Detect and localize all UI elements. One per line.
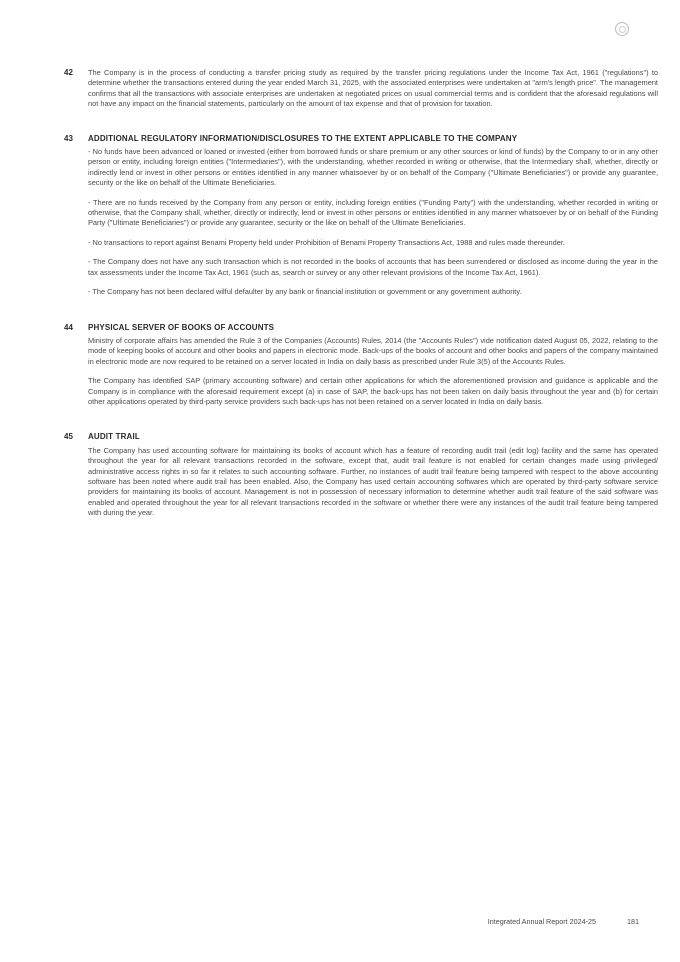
paragraph: - No transactions to report against Benami Property held under Prohibition of Benami Property Transactions Act, 1988 and rules made thereunder. xyxy=(88,237,565,247)
paragraph: Ministry of corporate affairs has amended the Rule 3 of the Companies (Accounts) Rules, 2014 (the "Accounts Rules") vide notification dated August 05, 2022, relating to the mode of keeping books of account and other books and papers in electronic mode. Back-ups of the books of account and other books and papers of the company maintained in electronic mode are now required to be retained on a server located in India on daily basis as prescribed under Rule 3(5) of the Accounts Rules. xyxy=(88,335,658,366)
note-43 xyxy=(64,134,658,307)
paragraph: The Company is in the process of conducting a transfer pricing study as required by the transfer pricing regulations under the Income Tax Act, 1961 ("regulations") to determine whether the transactions entered during the year ended March 31, 2025, with the associated enterprises were undertaken at "arm's length price". The management confirms that all the transactions with associate enterprises are undertaken at negotiated prices on usual commercial terms and is confident that the aforesaid regulations will not have any impact on the financial statements, particularly on the amount of tax expense and that of provision for taxation. xyxy=(88,68,658,109)
paragraph: - No funds have been advanced or loaned or invested (either from borrowed funds or share premium or any other sources or kind of funds) by the Company to or in any other person or entity, including foreign entities ("Intermediaries"), with the understanding, whether recorded in writing or otherwise, that the Intermediary shall, whether, directly or indirectly lend or invest in other persons or entities identified in any manner whatsoever by or on behalf of the Company ("Ultimate Beneficiaries") or provide any guarantee, security or the like on behalf of the Ultimate Beneficiaries. xyxy=(88,147,658,188)
note-44 xyxy=(64,323,658,417)
note-body xyxy=(88,323,658,417)
note-45 xyxy=(64,432,658,527)
note-number: 42 xyxy=(64,68,73,77)
note-heading: PHYSICAL SERVER OF BOOKS OF ACCOUNTS xyxy=(88,322,275,332)
paragraph: - The Company does not have any such transaction which is not recorded in the books of accounts that has been surrendered or disclosed as income during the year in the tax assessments under the Income Tax Act, 1961 (such as, search or survey or any other relevant provisions of the Income Tax Act, 1961). xyxy=(88,257,658,277)
note-body xyxy=(88,134,658,307)
paragraph: The Company has used accounting software for maintaining its books of account which has a feature of recording audit trail (edit log) facility and the same has operated throughout the year for all relevant transactions recorded in the software, except that, audit trail feature is not enabled for certain changes made using privileged/ administrative access rights in so far it relates to such accounting software. Further, no instances of audit trail feature being tampered with respect to the above accounting software has been noted where audit trail has been enabled. Also, the Company has used certain accounting softwares which are operated by third-party software service providers for maintaining its books of account. Management is not in possession of necessary information to determine whether audit trail feature of the said software was enabled and operated throughout the year for all relevant transactions recorded in the software or whether there were any instances of the audit trail feature being tampered with during the year. xyxy=(88,445,658,518)
note-number: 44 xyxy=(64,322,73,332)
company-logo-icon xyxy=(615,22,629,36)
note-number: 45 xyxy=(64,432,73,442)
footer-report-title: Integrated Annual Report 2024-25 xyxy=(487,917,596,926)
notes-content xyxy=(64,68,658,544)
paragraph: The Company has identified SAP (primary accounting software) and certain other applications for which the aforementioned provision and guidance is applicable and the Company is in compliance with the aforesaid requirement except (a) in case of SAP, the back-ups has not been taken on daily basis throughout the year and (b) for certain other applications operated by third-party service providers such back-ups has not been retained on a server located in India on daily basis. xyxy=(88,376,658,406)
note-heading: AUDIT TRAIL xyxy=(88,432,140,442)
page-number: 181 xyxy=(627,917,639,926)
paragraph: - There are no funds received by the Company from any person or entity, including foreign entities ("Funding Party") with the understanding, whether recorded in writing or otherwise, that the Company shall, whether, directly or indirectly, lend or invest in other persons or entities identified in any manner whatsoever by or on behalf of the Funding Party ("Ultimate Beneficiaries") or provide any guarantee, security or the like on behalf of the Ultimate Beneficiaries. xyxy=(88,197,658,228)
note-42 xyxy=(64,68,658,119)
note-heading: ADDITIONAL REGULATORY INFORMATION/DISCLOSURES TO THE EXTENT APPLICABLE TO THE COMPANY xyxy=(88,133,518,143)
note-body xyxy=(88,68,658,119)
note-number: 43 xyxy=(64,133,73,143)
note-body xyxy=(88,432,658,527)
paragraph: - The Company has not been declared wilful defaulter by any bank or financial institution or government or any government authority. xyxy=(88,287,522,297)
